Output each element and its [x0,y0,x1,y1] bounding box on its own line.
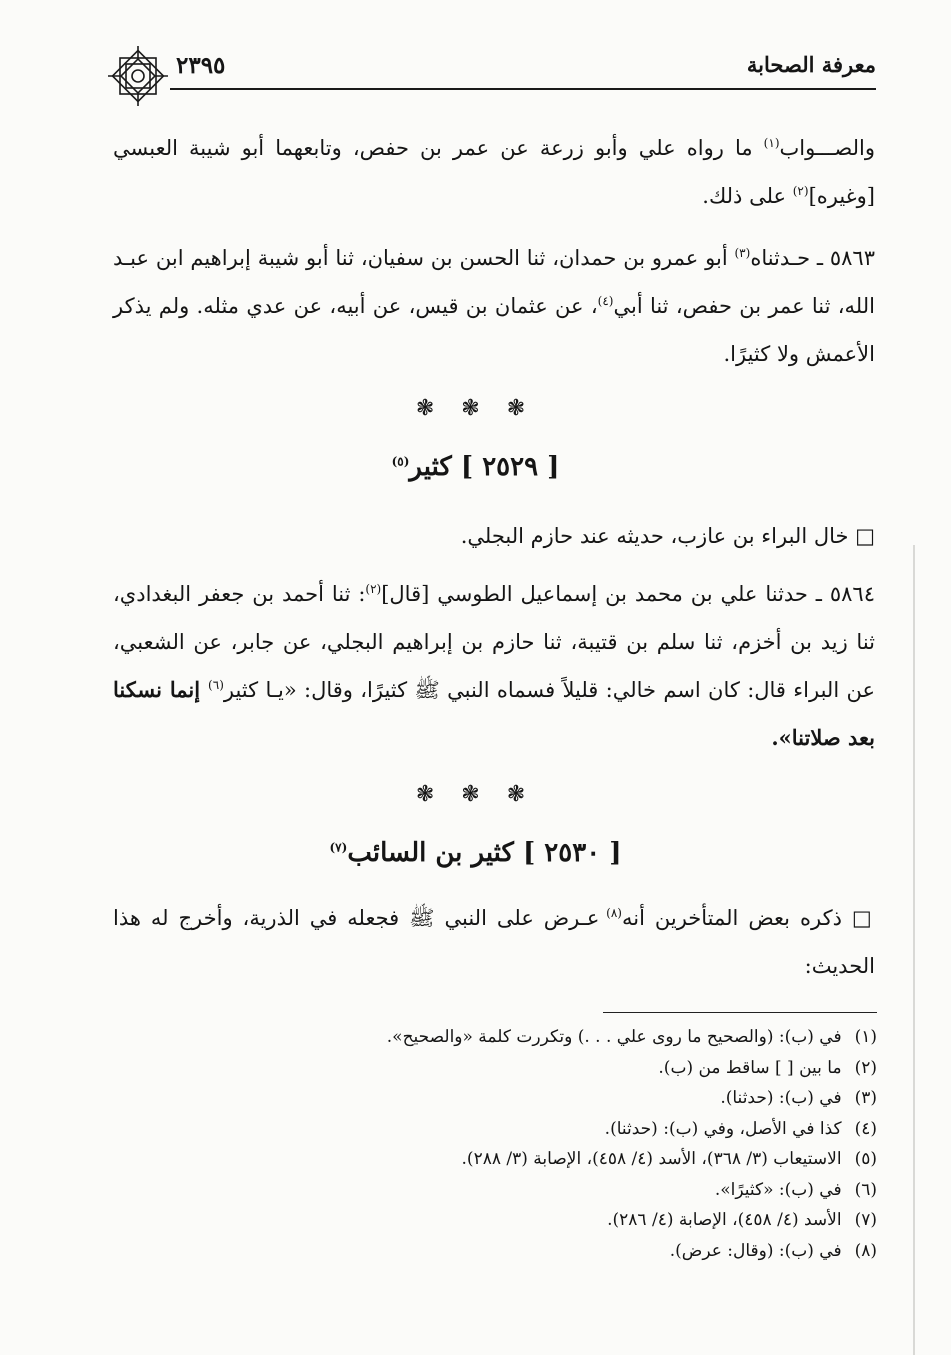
footnote-ref[interactable]: (٢) [792,184,809,198]
footnote-ref[interactable]: (٦) [208,678,224,692]
footnote-text: في (ب): (والصحيح ما روى علي . . .) وتكررت كلمة «والصحيح». [386,1027,842,1047]
header-rule [170,88,876,90]
entry-note: □ خال البراء بن عازب، حديثه عند حازم البجلي. [460,524,875,548]
hadith-5863 [113,234,875,378]
footnote-7 [257,1205,877,1236]
footnote-3 [257,1083,877,1114]
text-run: □ ذكره بعض المتأخرين أنه [621,906,875,930]
footnote-separator [603,1012,877,1013]
octagram-ornament-icon [106,44,170,108]
footnote-text: في (ب): (وقال: عرض). [669,1240,842,1261]
text-run: : ثنا أحمد بن جعفر البغدادي، ثنا زيد بن أخزم، ثنا سلم بن قتيبة، ثنا حازم بن إبراهيم البجلي، عن جابر، عن الشعبي، عن البراء قال: كان اسم خالي: قليلاً فسماه النبي ﷺ كثيرًا، وقال: «يـا كثير [113,582,875,702]
footnote-1 [257,1022,877,1053]
footnote-ref[interactable]: (١) [763,136,780,150]
section-divider-stars: ❃ ❃ ❃ [415,782,536,807]
entry-heading-2530 [0,838,951,868]
text-run: ٥٨٦٣ ـ حـدثناه [750,246,875,270]
hadith-5864 [113,570,875,762]
footnote-number: (٦) [854,1179,877,1200]
footnote-4 [257,1114,877,1145]
page-header [96,40,876,92]
footnote-text: في (ب): (حدثنا). [720,1088,842,1108]
footnote-number: (٢) [854,1057,877,1078]
footnote-number: (٧) [854,1210,877,1230]
text-run: ، عن عثمان بن قيس، عن أبيه، عن عدي مثله. ولم يذكر الأعمش ولا كثيرًا. [113,294,875,366]
text-run: على ذلك. [702,184,793,208]
footnote-text: في (ب): «كثيرًا». [714,1179,842,1200]
page-number: ٢٣٩٥ [176,52,226,79]
footnote-text: الاستيعاب (٣/ ٣٦٨)، الأسد (٤/ ٤٥٨)، الإصابة (٣/ ٢٨٨). [461,1149,842,1169]
footnote-number: (٥) [854,1149,877,1169]
footnote-number: (٨) [854,1240,877,1261]
text-run: عـرض على النبي ﷺ فجعله في الذرية، وأخرج له هذا الحديث: [113,906,875,978]
footnote-8 [257,1236,877,1267]
text-run: ٥٨٦٤ ـ حدثنا علي بن محمد بن إسماعيل الطوسي [قال] [381,582,875,606]
page-spine-shadow [913,545,915,1355]
paragraph-conclusion [113,124,875,220]
footnote-number: (٣) [854,1088,877,1108]
footnote-text: كذا في الأصل، وفي (ب): (حدثنا). [604,1118,842,1139]
footnote-ref[interactable]: (٤) [597,294,614,308]
footnote-number: (١) [854,1027,877,1047]
footnote-6 [257,1175,877,1206]
footnote-5 [257,1144,877,1175]
text-run: والصـــواب [779,136,875,160]
footnote-ref[interactable]: (٨) [606,906,622,920]
footnote-ref[interactable]: (٧) [329,840,348,855]
section-divider-stars: ❃ ❃ ❃ [415,396,536,421]
entry-title: [ ٢٥٣٠ ] كثير بن السائب [347,838,622,868]
entry-note-2529 [113,512,875,560]
footnote-text: الأسد (٤/ ٤٥٨)، الإصابة (٤/ ٢٨٦). [607,1210,842,1230]
text-run: أبو عمرو بن حمدان، ثنا الحسن بن سفيان، ثنا أبو شيبة إبراهيم ابن عبـد الله، ثنا عمر بن حفص، ثنا أبي [113,246,875,318]
footnote-ref[interactable]: (٥) [391,454,410,469]
footnote-ref[interactable]: (٣) [734,246,751,260]
running-title: معرفة الصحابة [746,52,876,77]
text-run: ما رواه علي وأبو زرعة عن عمر بن حفص، وتابعهما أبو شيبة العبسي [وغيره] [113,136,875,208]
footnotes [257,1022,877,1266]
footnote-ref[interactable]: (٢) [365,582,382,596]
footnote-text: ما بين [ ] ساقط من (ب). [658,1057,842,1078]
footnote-number: (٤) [854,1118,877,1139]
text-run-bold: إنما نسكنا بعد صلاتنا». [113,677,875,750]
entry-note-2530 [113,894,875,990]
footnote-2 [257,1053,877,1084]
entry-title: [ ٢٥٢٩ ] كثير [409,452,560,482]
entry-heading-2529 [0,452,951,482]
